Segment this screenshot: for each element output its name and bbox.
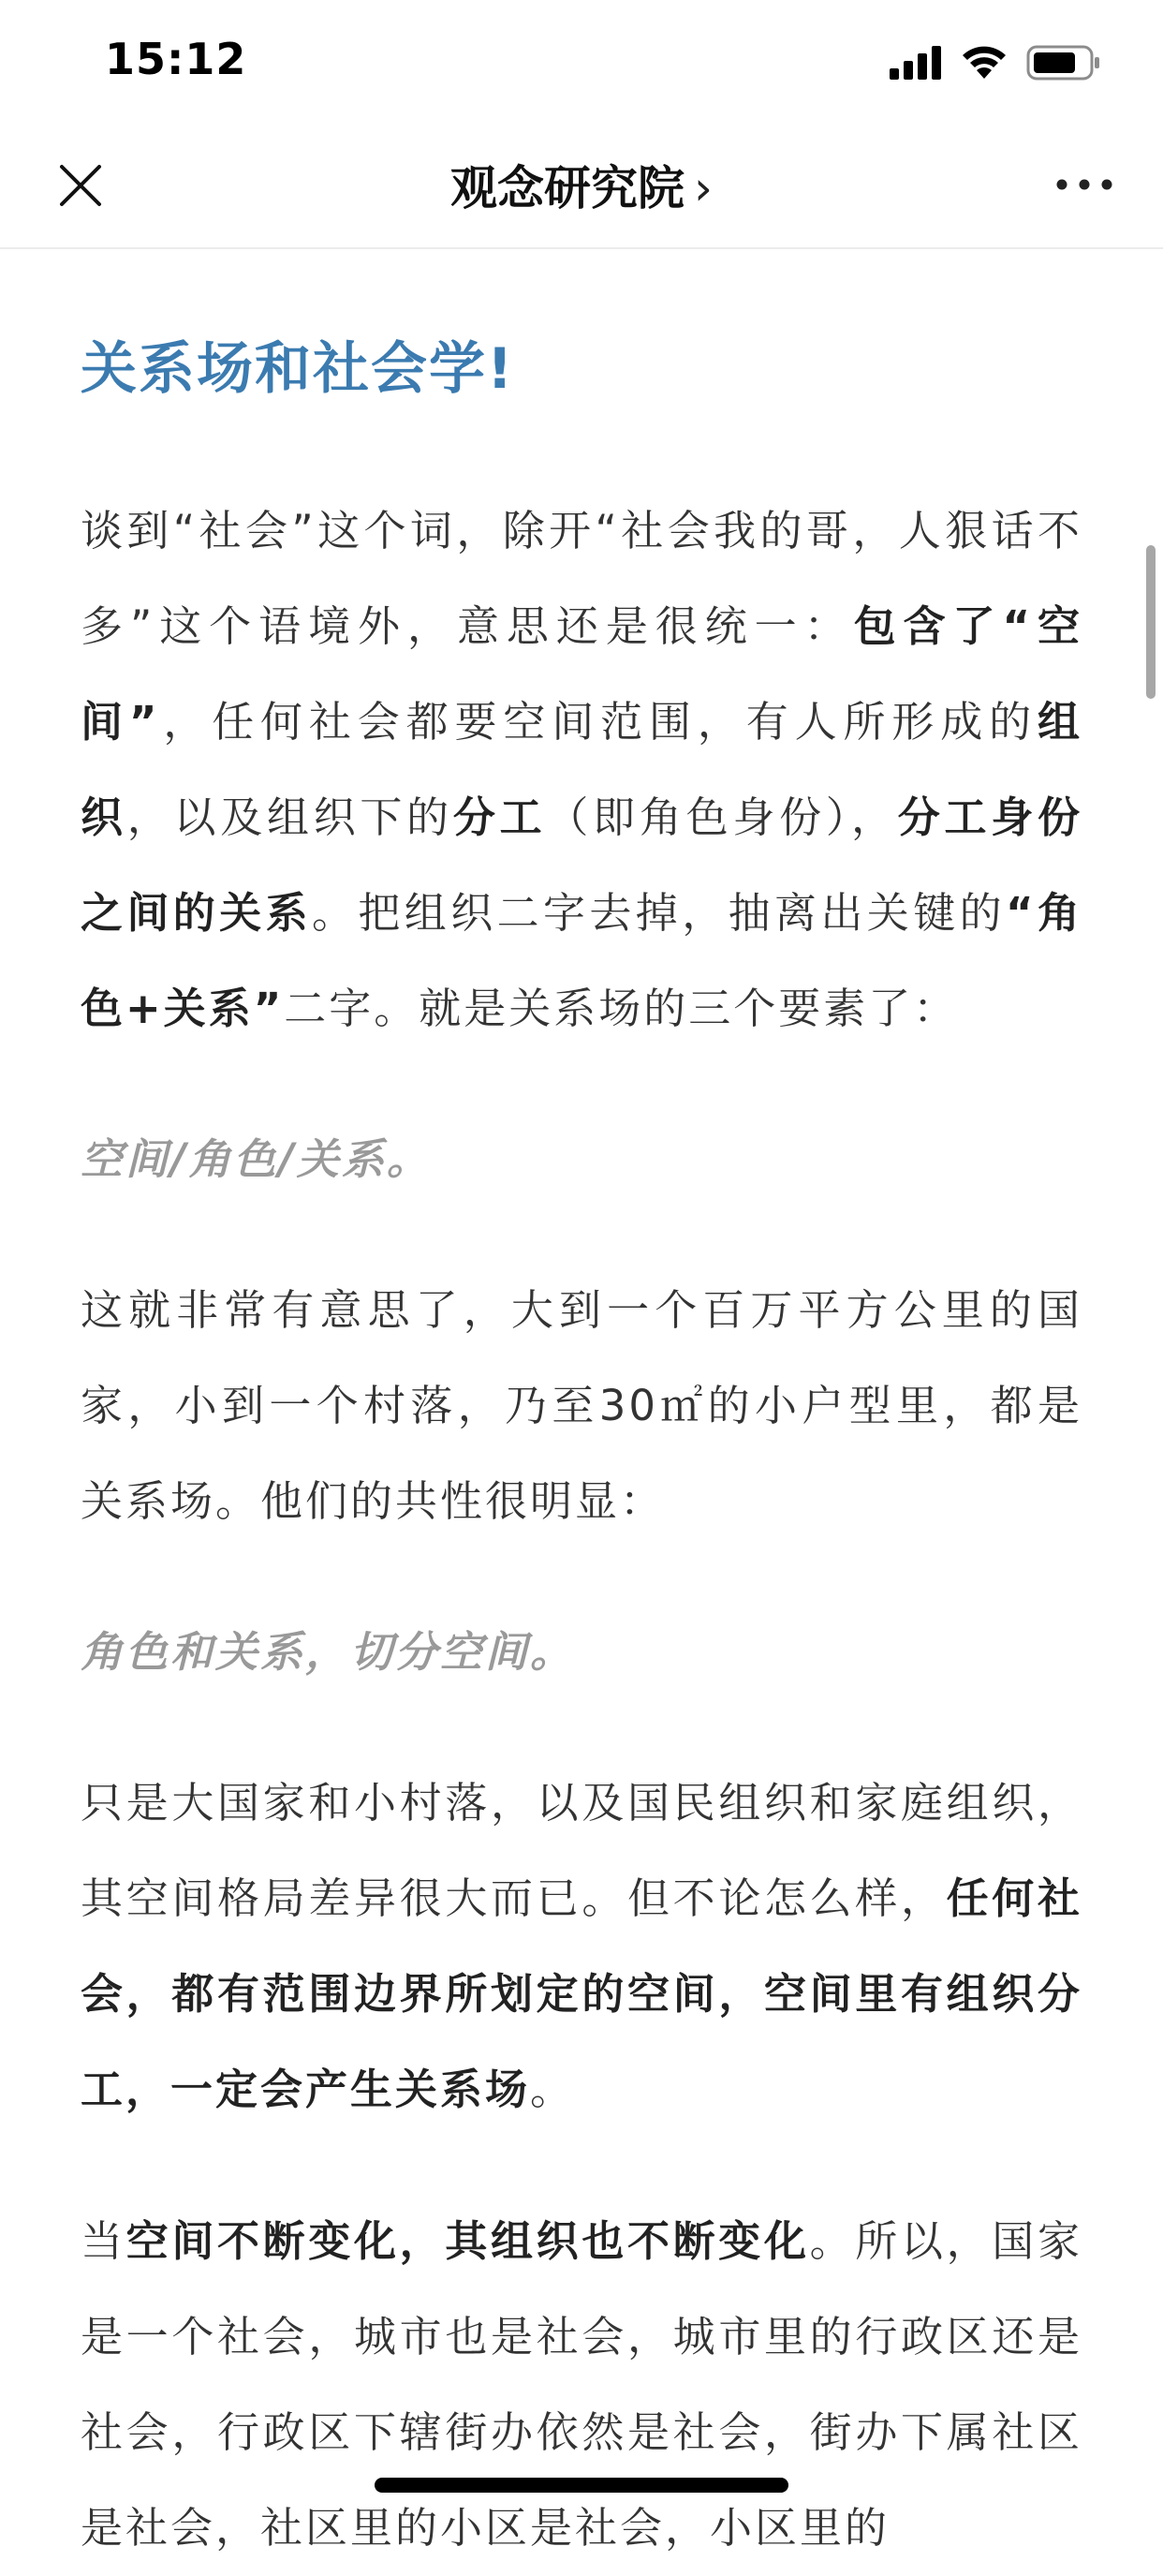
status-time: 15:12 — [105, 34, 247, 84]
quote-1: 空间/角色/关系。 — [81, 1134, 432, 1184]
text-run: 当 — [81, 2216, 126, 2266]
home-indicator[interactable] — [375, 2478, 788, 2493]
text-run: 二字。就是关系场的三个要素了： — [284, 984, 959, 1033]
bold-text-run: 分工 — [452, 792, 547, 842]
scrollbar[interactable] — [1146, 545, 1156, 699]
bold-text-run: 任何社会，都有范围边界所划定的空间，空间里有组织分工，一定会产生关系场 — [81, 1873, 1082, 2114]
account-title[interactable] — [0, 157, 1163, 219]
text-run: ，任何社会都要空间范围，有人所形成的 — [159, 697, 1038, 747]
status-icons — [890, 41, 1101, 84]
account-name: 观念研究院 — [450, 161, 685, 215]
paragraph-2: 这就非常有意思了，大到一个百万平方公里的国家，小到一个村落，乃至30㎡的小户型里，都是关系场。他们的共性很明显： — [81, 1285, 1082, 1526]
bold-text-run: “角色+关系” — [81, 888, 1082, 1033]
text-run: 。把组织二字去掉，抽离出关键的 — [312, 888, 1006, 938]
bold-text-run: 分工身份之间的关系 — [81, 792, 1082, 938]
status-bar — [0, 0, 1163, 131]
text-run: 。 — [530, 2065, 576, 2114]
bold-text-run: 组织 — [81, 697, 1082, 842]
more-options-icon[interactable] — [1054, 170, 1114, 199]
text-run: ，以及组织下的 — [126, 792, 453, 842]
text-run: 只是大国家和小村落，以及国民组织和家庭组织，其空间格局差异很大而已。但不论怎么样， — [81, 1778, 1082, 1923]
paragraph-4 — [81, 2194, 1082, 2576]
battery-icon — [1026, 44, 1101, 81]
bold-text-run: 包含了“空间” — [81, 601, 1082, 747]
bold-text-run: 空间不断变化，其组织也不断变化 — [125, 2216, 810, 2266]
text-run: 谈到“社会”这个词，除开“社会我的哥，人狠话不多”这个语境外，意思还是很统一： — [81, 506, 1082, 651]
wifi-icon — [961, 45, 1008, 81]
article-content — [81, 247, 1082, 2576]
text-run: （即角色身份）， — [546, 792, 898, 842]
quote-2: 角色和关系，切分空间。 — [81, 1627, 576, 1677]
nav-bar — [0, 131, 1163, 249]
chevron-right-icon: › — [694, 161, 713, 215]
article-title: 关系场和社会学! — [81, 336, 515, 402]
paragraph-1 — [81, 483, 1082, 1057]
cellular-signal-icon — [890, 46, 942, 80]
paragraph-3 — [81, 1755, 1082, 2138]
text-run: 。所以，国家是一个社会，城市也是社会，城市里的行政区还是社会，行政区下辖街办依然是社会，街办下属社区是社会，社区里的小区是社会，小区里的 — [81, 2216, 1082, 2553]
